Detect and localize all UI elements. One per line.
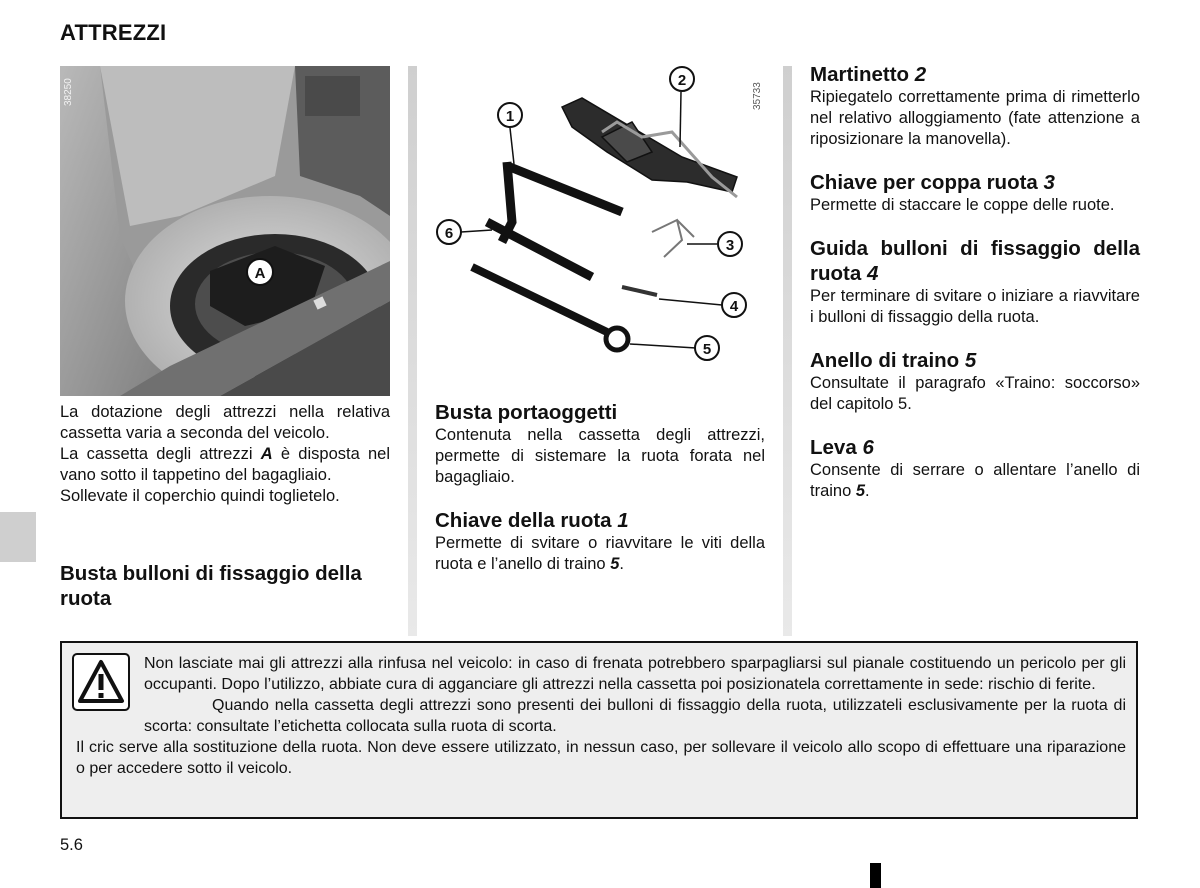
heading-text: Leva — [810, 436, 857, 459]
section-text: Contenuta nella cassetta degli attrezzi, permette di sistemare la ruota forata nel bagagliaio. — [435, 426, 765, 486]
heading-text: Chiave per coppa ruota — [810, 171, 1038, 194]
item-number: 5 — [964, 349, 977, 372]
chapter-tab — [0, 512, 36, 562]
section-martinetto — [810, 62, 1140, 150]
callout-5: 5 — [702, 341, 712, 358]
text-run: Consente di serrare o allentare l’anello di traino — [810, 461, 1140, 500]
item-number: 1 — [617, 509, 629, 532]
section-text: Ripiegatelo correttamente prima di rimetterlo nel relativo alloggiamento (fate attenzione a riposizionare la manovella). — [810, 88, 1140, 148]
section-anello-traino — [810, 348, 1140, 415]
item-number: 4 — [866, 262, 879, 285]
warning-paragraph: Quando nella cassetta degli attrezzi sono presenti dei bulloni di fissaggio della ruota, utilizzateli esclusivamente per la ruota di scorta: consultate l’etichetta collocata sulla ruota di scorta. — [144, 697, 1126, 735]
heading-text: Guida bulloni di fissaggio della ruota — [810, 237, 1140, 285]
icon-spacer — [76, 653, 144, 717]
reference-a: A — [260, 445, 273, 463]
photo-code: 38250 — [63, 78, 74, 106]
heading-text: Martinetto — [810, 63, 910, 86]
trunk-photo — [60, 66, 390, 396]
section-chiave-coppa — [810, 170, 1140, 216]
column2 — [435, 400, 765, 595]
paragraph: La dotazione degli attrezzi nella relativa cassetta varia a seconda del veicolo. — [60, 403, 390, 442]
page-title: ATTREZZI — [60, 20, 167, 45]
callout-4: 4 — [729, 298, 739, 315]
warning-text — [76, 653, 1126, 779]
text-run: . — [865, 482, 870, 500]
section-chiave-ruota — [435, 508, 765, 575]
section-heading — [810, 348, 1140, 373]
column-divider-left — [408, 66, 417, 636]
section-heading — [810, 62, 1140, 87]
item-number: 6 — [862, 436, 874, 459]
section-heading — [810, 435, 1140, 460]
section-leva — [810, 435, 1140, 502]
section-heading — [810, 170, 1140, 195]
section-busta-portaoggetti — [435, 400, 765, 488]
section-guida-bulloni — [810, 236, 1140, 328]
section-heading: Busta portaoggetti — [435, 401, 618, 424]
photo-label-a: A — [254, 265, 266, 282]
paragraph — [60, 444, 390, 486]
section-text: Per terminare di svitare o iniziare a riavvitare i bulloni di fissaggio della ruota. — [810, 287, 1140, 326]
reference-5: 5 — [855, 482, 866, 500]
text-run: . — [619, 555, 624, 573]
column1-text — [60, 402, 390, 507]
heading-text: Chiave della ruota — [435, 509, 612, 532]
callout-6: 6 — [444, 225, 454, 242]
text-run: La cassetta degli attrezzi — [60, 445, 261, 463]
text-run: è disposta nel vano sotto il tappetino del bagagliaio. — [60, 445, 390, 484]
heading-text: Anello di traino — [810, 349, 960, 372]
warning-box — [60, 641, 1138, 819]
column3 — [810, 62, 1140, 522]
section-heading-busta-bulloni: Busta bulloni di fissaggio della ruota — [60, 562, 362, 610]
section-text — [435, 533, 765, 575]
warning-paragraph: Non lasciate mai gli attrezzi alla rinfusa nel veicolo: in caso di frenata potrebbero sparpagliarsi sul pianale costituendo un pericolo per gli occupanti. Dopo l’utilizzo, abbiate cura di agganciare gli attrezzi nella cassetta poi posizionatela correttamente in sede: rischio di ferite. — [144, 655, 1126, 693]
illustration-code: 35733 — [752, 82, 763, 110]
column-divider-right — [783, 66, 792, 636]
callout-2: 2 — [677, 72, 687, 89]
section-heading — [810, 236, 1140, 286]
tools-illustration — [432, 62, 770, 392]
callout-3: 3 — [725, 237, 735, 254]
section-text: Permette di staccare le coppe delle ruote. — [810, 196, 1115, 214]
item-number: 3 — [1043, 171, 1055, 194]
item-number: 2 — [914, 63, 927, 86]
warning-paragraph: Il cric serve alla sostituzione della ruota. Non deve essere utilizzato, in nessun caso, per sollevare il veicolo allo scopo di effettuare una riparazione o per accedere sotto il veicolo. — [76, 739, 1126, 777]
section-heading — [435, 508, 765, 533]
callout-1: 1 — [505, 108, 515, 125]
reference-5: 5 — [610, 555, 620, 573]
section-text — [810, 460, 1140, 502]
text-run: Permette di svitare o riavvitare le viti della ruota e l’anello di traino — [435, 534, 765, 573]
page-number: 5.6 — [60, 836, 83, 854]
paragraph: Sollevate il coperchio quindi toglietelo. — [60, 487, 340, 505]
crop-mark — [870, 863, 881, 888]
section-text: Consultate il paragrafo «Traino: soccorso» del capitolo 5. — [810, 374, 1140, 413]
